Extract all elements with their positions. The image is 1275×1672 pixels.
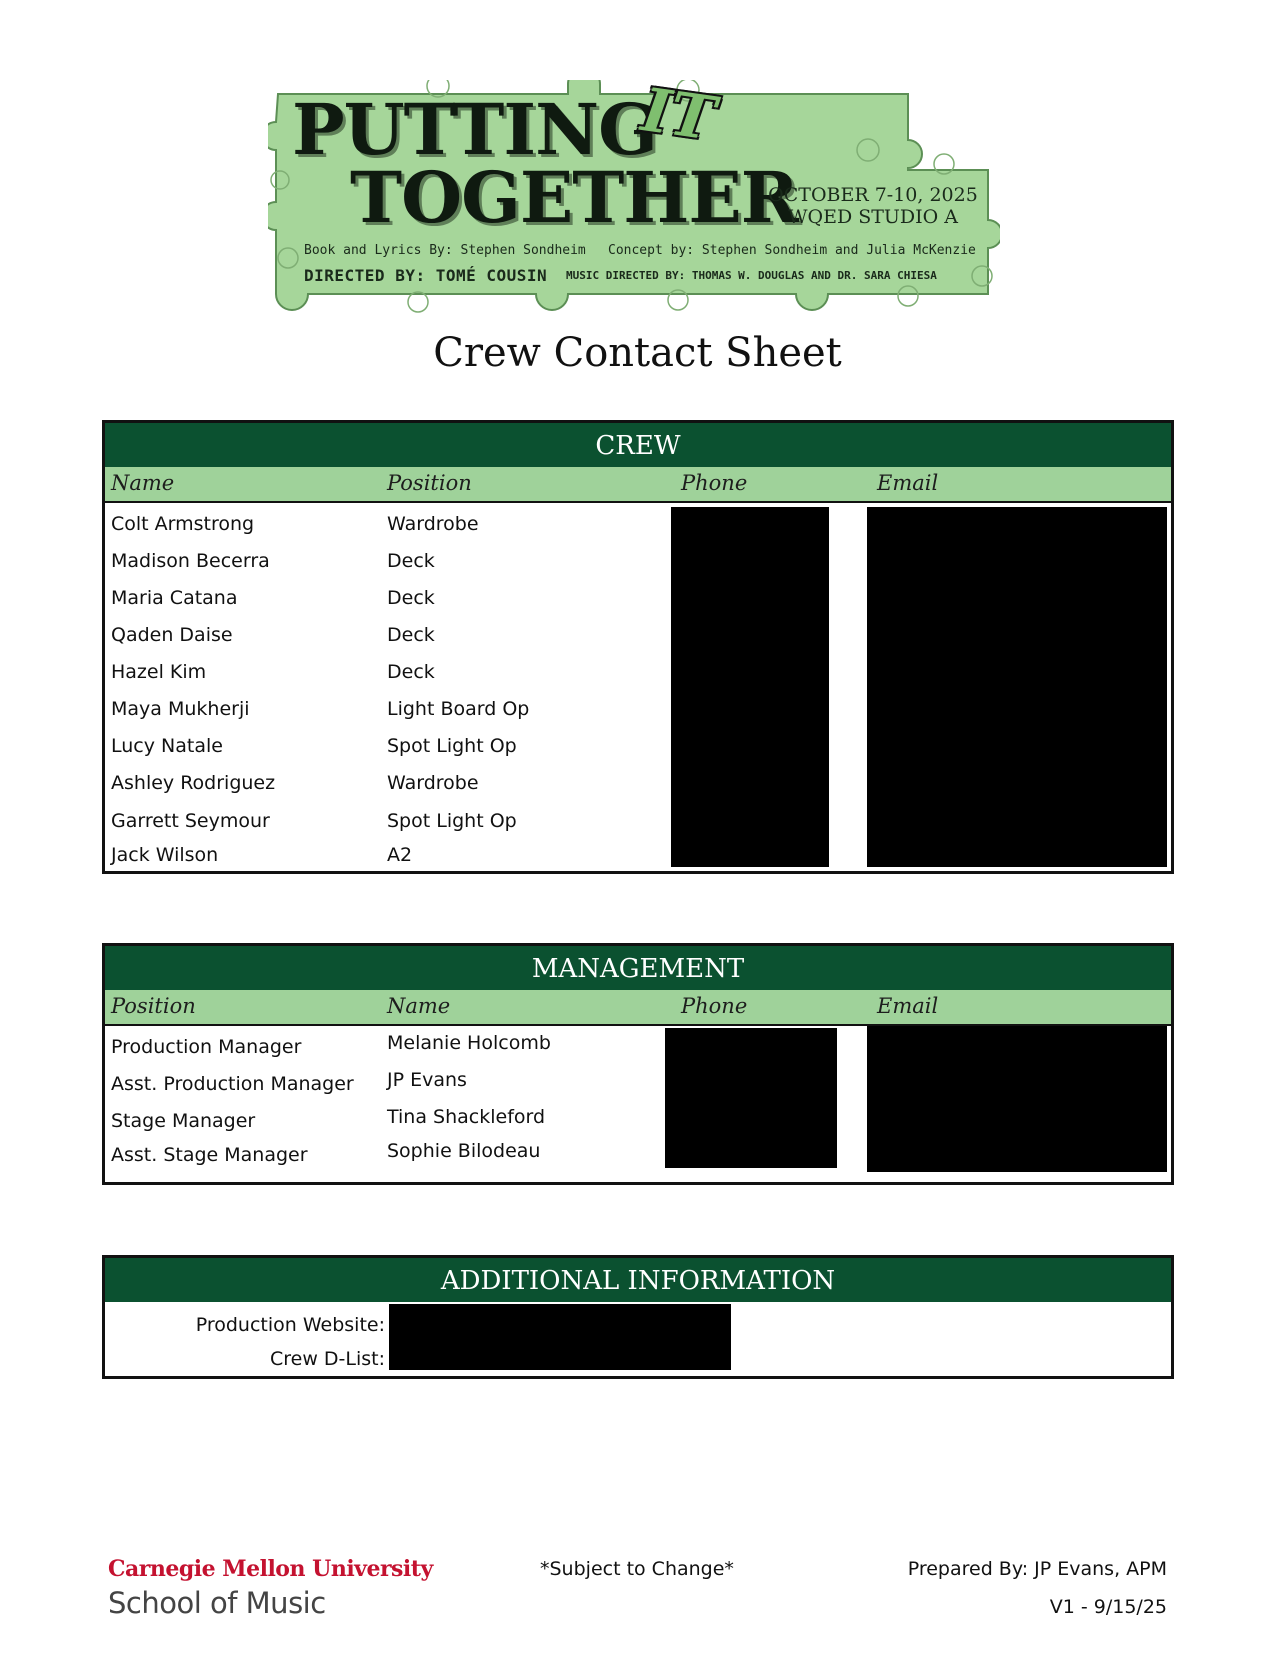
management-column-headers bbox=[105, 990, 1171, 1026]
additional-heading: ADDITIONAL INFORMATION bbox=[105, 1258, 1171, 1302]
redacted-email-column bbox=[867, 507, 1167, 867]
director-credit: DIRECTED BY: TOMÉ COUSIN bbox=[304, 266, 548, 285]
version-date: V1 - 9/15/25 bbox=[1049, 1596, 1167, 1618]
crew-name: Qaden Daise bbox=[111, 624, 233, 646]
mgmt-name: Melanie Holcomb bbox=[387, 1032, 551, 1054]
management-table bbox=[102, 943, 1174, 1185]
crew-name: Garrett Seymour bbox=[111, 810, 270, 832]
school-of-music-text: School of Music bbox=[108, 1586, 326, 1620]
crew-position: Deck bbox=[387, 550, 435, 572]
show-venue: WQED STUDIO A bbox=[787, 206, 959, 228]
show-title-it: IT bbox=[637, 75, 720, 155]
crew-name: Hazel Kim bbox=[111, 661, 207, 683]
mgmt-name: Tina Shackleford bbox=[387, 1106, 546, 1128]
show-title-together: TOGETHER bbox=[350, 156, 798, 239]
show-title-putting: PUTTING bbox=[292, 88, 657, 171]
redacted-links bbox=[389, 1304, 731, 1370]
management-heading: MANAGEMENT bbox=[105, 946, 1171, 990]
crew-position: Spot Light Op bbox=[387, 810, 517, 832]
crew-position: A2 bbox=[387, 844, 413, 866]
crew-position: Spot Light Op bbox=[387, 735, 517, 757]
mgmt-col-position: Position bbox=[111, 994, 196, 1018]
mgmt-col-email: Email bbox=[877, 994, 939, 1018]
crew-col-position: Position bbox=[387, 471, 472, 495]
book-lyrics-credit: Book and Lyrics By: Stephen Sondheim bbox=[304, 243, 586, 258]
mgmt-position: Asst. Stage Manager bbox=[111, 1144, 308, 1166]
redacted-email-column bbox=[867, 1026, 1167, 1172]
crew-position: Wardrobe bbox=[387, 772, 479, 794]
show-dates-venue bbox=[764, 184, 982, 228]
cmu-logo-text: Carnegie Mellon University bbox=[108, 1556, 433, 1582]
show-dates: OCTOBER 7-10, 2025 bbox=[768, 184, 978, 206]
crew-col-name: Name bbox=[111, 471, 175, 495]
mgmt-col-phone: Phone bbox=[681, 994, 748, 1018]
crew-name: Lucy Natale bbox=[111, 735, 223, 757]
crew-position: Wardrobe bbox=[387, 513, 479, 535]
crew-position: Deck bbox=[387, 587, 435, 609]
crew-position: Light Board Op bbox=[387, 698, 530, 720]
subject-to-change-note: *Subject to Change* bbox=[540, 1558, 734, 1580]
crew-col-phone: Phone bbox=[681, 471, 748, 495]
additional-info-table bbox=[102, 1255, 1174, 1379]
crew-dlist-label: Crew D-List: bbox=[269, 1348, 385, 1370]
page-title: Crew Contact Sheet bbox=[433, 330, 842, 376]
redacted-phone-column bbox=[671, 507, 829, 867]
crew-name: Jack Wilson bbox=[111, 844, 219, 866]
crew-position: Deck bbox=[387, 624, 435, 646]
mgmt-col-name: Name bbox=[387, 994, 451, 1018]
crew-col-email: Email bbox=[877, 471, 939, 495]
crew-name: Ashley Rodriguez bbox=[111, 772, 276, 794]
crew-table bbox=[102, 420, 1174, 874]
mgmt-position: Production Manager bbox=[111, 1036, 302, 1058]
mgmt-name: JP Evans bbox=[387, 1069, 467, 1091]
redacted-phone-column bbox=[665, 1028, 837, 1168]
crew-name: Madison Becerra bbox=[111, 550, 270, 572]
music-director-credit: MUSIC DIRECTED BY: THOMAS W. DOUGLAS AND DR. SARA CHIESA bbox=[566, 269, 937, 282]
crew-name: Colt Armstrong bbox=[111, 513, 255, 535]
prepared-by: Prepared By: JP Evans, APM bbox=[907, 1558, 1167, 1580]
crew-name: Maria Catana bbox=[111, 587, 238, 609]
production-website-label: Production Website: bbox=[195, 1314, 385, 1336]
crew-column-headers bbox=[105, 467, 1171, 503]
mgmt-position: Stage Manager bbox=[111, 1110, 256, 1132]
crew-name: Maya Mukherji bbox=[111, 698, 250, 720]
mgmt-name: Sophie Bilodeau bbox=[387, 1140, 541, 1162]
concept-credit: Concept by: Stephen Sondheim and Julia McKenzie bbox=[608, 243, 976, 258]
show-banner bbox=[268, 75, 1000, 328]
mgmt-position: Asst. Production Manager bbox=[111, 1073, 354, 1095]
crew-position: Deck bbox=[387, 661, 435, 683]
crew-heading: CREW bbox=[105, 423, 1171, 467]
